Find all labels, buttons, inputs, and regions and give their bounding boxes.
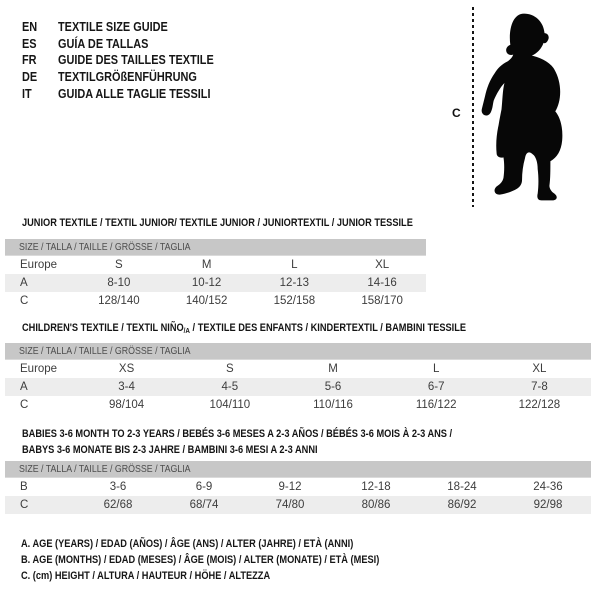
table-row bbox=[5, 256, 426, 274]
baby-silhouette bbox=[480, 9, 568, 203]
table-cell: 8-10 bbox=[107, 277, 131, 289]
junior-size-header-bar bbox=[5, 239, 426, 256]
row-label: A bbox=[20, 277, 28, 289]
table-cell: 12-18 bbox=[361, 481, 391, 493]
table-cell: 3-4 bbox=[118, 381, 135, 393]
language-title: GUÍA DE TALLAS bbox=[58, 35, 149, 51]
table-cell: S bbox=[115, 259, 123, 271]
table-cell: 68/74 bbox=[189, 499, 219, 511]
language-code: FR bbox=[22, 52, 37, 68]
table-cell: 12-13 bbox=[279, 277, 310, 289]
children-title-pre: CHILDREN'S TEXTILE / TEXTIL NIÑO bbox=[22, 322, 184, 334]
language-code: IT bbox=[22, 86, 32, 102]
junior-size-header-text: SIZE / TALLA / TAILLE / GRÖSSE / TAGLIA bbox=[19, 241, 191, 253]
row-label: A bbox=[20, 381, 28, 393]
children-table bbox=[5, 360, 591, 414]
table-cell: 128/140 bbox=[98, 295, 140, 307]
table-cell: S bbox=[225, 363, 234, 375]
language-code: DE bbox=[22, 69, 38, 85]
table-row bbox=[5, 396, 591, 414]
table-cell: 116/122 bbox=[415, 399, 457, 411]
table-cell: 9-12 bbox=[278, 481, 302, 493]
children-size-header-text: SIZE / TALLA / TAILLE / GRÖSSE / TAGLIA bbox=[19, 345, 191, 357]
table-cell: XS bbox=[118, 363, 135, 375]
footnote-b bbox=[21, 552, 448, 568]
children-table-title bbox=[22, 320, 466, 339]
language-title: GUIDA ALLE TAGLIE TESSILI bbox=[58, 86, 211, 102]
language-title: TEXTILE SIZE GUIDE bbox=[58, 18, 168, 34]
table-cell: 158/170 bbox=[361, 295, 403, 307]
footnote-legend bbox=[21, 536, 448, 585]
table-cell: 7-8 bbox=[531, 381, 548, 393]
footnote-c-text: C. (cm) HEIGHT / ALTURA / HAUTEUR / HÖHE / ALTEZZA bbox=[21, 570, 271, 583]
footnote-a-text: A. AGE (YEARS) / EDAD (AÑOS) / ÂGE (ANS) / ALTER (JAHRE) / ETÀ (ANNI) bbox=[21, 538, 354, 551]
table-cell: M bbox=[201, 259, 212, 271]
children-size-header-bar bbox=[5, 343, 591, 360]
table-cell: 86/92 bbox=[447, 499, 477, 511]
language-code: EN bbox=[22, 18, 38, 34]
table-cell: 6-7 bbox=[427, 381, 445, 393]
table-cell: 6-9 bbox=[195, 481, 213, 493]
language-code: ES bbox=[22, 35, 37, 51]
table-cell: 110/116 bbox=[313, 399, 353, 411]
height-measure-label: C bbox=[452, 106, 461, 120]
table-cell: 104/110 bbox=[209, 399, 251, 411]
junior-table bbox=[5, 256, 426, 310]
children-title-post: / TEXTILE DES ENFANTS / KINDERTEXTIL / BAMBINI TESSILE bbox=[189, 322, 467, 334]
children-title-subscript: /A bbox=[183, 326, 190, 335]
babies-table bbox=[5, 478, 591, 514]
row-label: C bbox=[20, 295, 29, 307]
language-title: TEXTILGRÖßENFÜHRUNG bbox=[58, 69, 197, 85]
row-label: Europe bbox=[20, 259, 58, 271]
table-row bbox=[5, 496, 591, 514]
babies-title-line1: BABIES 3-6 MONTH TO 2-3 YEARS / BEBÉS 3-6 MESES A 2-3 AÑOS / BÉBÉS 3-6 MOIS À 2-3 ANS / bbox=[22, 428, 453, 440]
table-row bbox=[5, 360, 591, 378]
table-cell: 24-36 bbox=[533, 481, 563, 493]
table-cell: 62/68 bbox=[103, 499, 133, 511]
footnote-c bbox=[21, 568, 448, 584]
babies-title-line2: BABYS 3-6 MONATE BIS 2-3 JAHRE / BAMBINI 3-6 MESI A 2-3 ANNI bbox=[22, 444, 318, 456]
table-cell: L bbox=[433, 363, 440, 375]
table-cell: XL bbox=[532, 363, 547, 375]
babies-size-header-bar bbox=[5, 461, 591, 478]
babies-table-title bbox=[22, 426, 452, 458]
height-measure-dashed-line bbox=[472, 7, 474, 207]
table-cell: 5-6 bbox=[324, 381, 342, 393]
junior-table-title: JUNIOR TEXTILE / TEXTIL JUNIOR/ TEXTILE JUNIOR / JUNIORTEXTIL / JUNIOR TESSILE bbox=[22, 217, 413, 229]
table-cell: 18-24 bbox=[447, 481, 477, 493]
row-label: B bbox=[20, 481, 28, 493]
table-cell: 92/98 bbox=[533, 499, 563, 511]
footnote-a bbox=[21, 536, 448, 552]
language-row bbox=[22, 18, 243, 35]
row-label: C bbox=[20, 399, 29, 411]
table-cell: 122/128 bbox=[518, 399, 561, 411]
table-cell: 14-16 bbox=[367, 277, 397, 289]
table-cell: 3-6 bbox=[109, 481, 127, 493]
table-cell: 74/80 bbox=[275, 499, 305, 511]
table-row bbox=[5, 274, 426, 292]
table-row bbox=[5, 292, 426, 310]
language-title: GUIDE DES TAILLES TEXTILE bbox=[58, 52, 214, 68]
table-cell: 140/152 bbox=[185, 295, 228, 307]
table-cell: 98/104 bbox=[109, 399, 145, 411]
table-cell: L bbox=[291, 259, 298, 271]
table-row bbox=[5, 478, 591, 496]
language-row bbox=[22, 85, 243, 102]
language-row bbox=[22, 68, 243, 85]
babies-size-header-text: SIZE / TALLA / TAILLE / GRÖSSE / TAGLIA bbox=[19, 463, 191, 475]
language-row bbox=[22, 52, 243, 69]
table-cell: 80/86 bbox=[361, 499, 391, 511]
table-cell: 10-12 bbox=[191, 277, 222, 289]
row-label: Europe bbox=[20, 363, 58, 375]
language-title-list bbox=[22, 18, 243, 102]
table-cell: 4-5 bbox=[221, 381, 239, 393]
footnote-b-text: B. AGE (MONTHS) / EDAD (MESES) / ÂGE (MOIS) / ALTER (MONATE) / ETÀ (MESI) bbox=[21, 554, 380, 567]
table-cell: XL bbox=[375, 259, 390, 271]
table-cell: M bbox=[328, 363, 338, 375]
table-cell: 152/158 bbox=[273, 295, 316, 307]
row-label: C bbox=[20, 499, 29, 511]
language-row bbox=[22, 35, 243, 52]
table-row bbox=[5, 378, 591, 396]
